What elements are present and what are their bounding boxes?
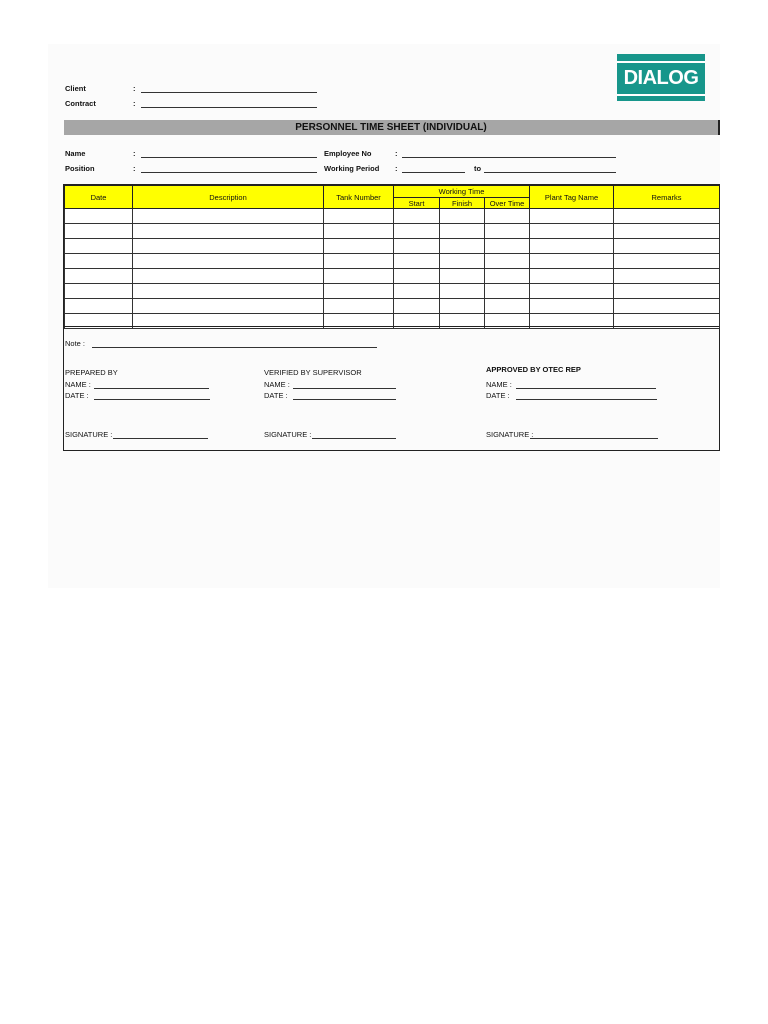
prepared-signature-field[interactable] — [113, 438, 208, 439]
cell-plant-tag-name[interactable] — [530, 224, 614, 239]
cell-tank-number[interactable] — [324, 284, 394, 299]
cell-start[interactable] — [394, 239, 440, 254]
cell-over-time[interactable] — [485, 299, 530, 314]
position-field[interactable] — [141, 172, 317, 173]
approved-name-label: NAME : — [486, 380, 512, 389]
cell-over-time[interactable] — [485, 209, 530, 224]
working-period-from-field[interactable] — [402, 172, 465, 173]
prepared-date-label: DATE : — [65, 391, 89, 400]
prepared-name-label: NAME : — [65, 380, 91, 389]
dialog-logo — [617, 54, 705, 101]
cell-date[interactable] — [65, 254, 133, 269]
header-over-time: Over Time — [485, 198, 530, 209]
approved-name-field[interactable] — [516, 388, 656, 389]
approved-signature-label: SIGNATURE : — [486, 430, 534, 439]
working-period-to-field[interactable] — [484, 172, 616, 173]
cell-tank-number[interactable] — [324, 239, 394, 254]
table-row — [65, 299, 720, 314]
approved-signature-field[interactable] — [530, 438, 658, 439]
header-date: Date — [65, 186, 133, 209]
cell-start[interactable] — [394, 284, 440, 299]
header-description: Description — [133, 186, 324, 209]
cell-remarks[interactable] — [614, 224, 720, 239]
verified-name-field[interactable] — [293, 388, 396, 389]
cell-finish[interactable] — [440, 299, 485, 314]
cell-plant-tag-name[interactable] — [530, 269, 614, 284]
page-title: PERSONNEL TIME SHEET (INDIVIDUAL) — [64, 120, 720, 135]
cell-description[interactable] — [133, 209, 324, 224]
cell-finish[interactable] — [440, 269, 485, 284]
timesheet-table — [64, 185, 720, 329]
cell-date[interactable] — [65, 299, 133, 314]
verified-date-label: DATE : — [264, 391, 288, 400]
table-row — [65, 239, 720, 254]
note-label: Note : — [65, 339, 86, 348]
cell-plant-tag-name[interactable] — [530, 239, 614, 254]
cell-plant-tag-name[interactable] — [530, 284, 614, 299]
cell-over-time[interactable] — [485, 269, 530, 284]
header-start: Start — [394, 198, 440, 209]
cell-start[interactable] — [394, 224, 440, 239]
table-row — [65, 284, 720, 299]
cell-tank-number[interactable] — [324, 254, 394, 269]
position-label: Position — [65, 164, 95, 173]
cell-description[interactable] — [133, 239, 324, 254]
cell-description[interactable] — [133, 269, 324, 284]
position-colon: : — [133, 164, 136, 173]
cell-date[interactable] — [65, 269, 133, 284]
approved-date-field[interactable] — [516, 399, 657, 400]
cell-finish[interactable] — [440, 209, 485, 224]
cell-tank-number[interactable] — [324, 269, 394, 284]
verified-date-field[interactable] — [293, 399, 396, 400]
cell-plant-tag-name[interactable] — [530, 299, 614, 314]
header-tank-number: Tank Number — [324, 186, 394, 209]
cell-plant-tag-name[interactable] — [530, 254, 614, 269]
cell-tank-number[interactable] — [324, 299, 394, 314]
cell-finish[interactable] — [440, 224, 485, 239]
contract-field[interactable] — [141, 107, 317, 108]
header-working-time: Working Time — [394, 186, 530, 198]
table-row — [65, 209, 720, 224]
header-finish: Finish — [440, 198, 485, 209]
cell-remarks[interactable] — [614, 269, 720, 284]
cell-date[interactable] — [65, 239, 133, 254]
contract-label: Contract — [65, 99, 96, 108]
cell-remarks[interactable] — [614, 209, 720, 224]
cell-remarks[interactable] — [614, 284, 720, 299]
dialog-logo-text: DIALOG — [617, 61, 705, 96]
cell-finish[interactable] — [440, 254, 485, 269]
table-row — [65, 269, 720, 284]
name-field[interactable] — [141, 157, 317, 158]
cell-description[interactable] — [133, 299, 324, 314]
employee-no-colon: : — [395, 149, 398, 158]
cell-finish[interactable] — [440, 284, 485, 299]
working-period-label: Working Period — [324, 164, 380, 173]
prepared-name-field[interactable] — [94, 388, 209, 389]
verified-name-label: NAME : — [264, 380, 290, 389]
name-label: Name — [65, 149, 86, 158]
prepared-by-label: PREPARED BY — [65, 368, 118, 377]
cell-date[interactable] — [65, 284, 133, 299]
cell-start[interactable] — [394, 269, 440, 284]
cell-plant-tag-name[interactable] — [530, 209, 614, 224]
to-label: to — [474, 164, 482, 173]
verified-signature-label: SIGNATURE : — [264, 430, 312, 439]
header-plant-tag-name: Plant Tag Name — [530, 186, 614, 209]
working-period-colon: : — [395, 164, 398, 173]
client-field[interactable] — [141, 92, 317, 93]
cell-finish[interactable] — [440, 239, 485, 254]
cell-remarks[interactable] — [614, 299, 720, 314]
approved-by-label: APPROVED BY OTEC REP — [486, 365, 581, 374]
employee-no-field[interactable] — [402, 157, 616, 158]
cell-description[interactable] — [133, 284, 324, 299]
cell-over-time[interactable] — [485, 224, 530, 239]
cell-start[interactable] — [394, 254, 440, 269]
table-row — [65, 224, 720, 239]
cell-description[interactable] — [133, 254, 324, 269]
cell-remarks[interactable] — [614, 254, 720, 269]
cell-date[interactable] — [65, 209, 133, 224]
client-label: Client — [65, 84, 86, 93]
cell-over-time[interactable] — [485, 284, 530, 299]
header-remarks: Remarks — [614, 186, 720, 209]
cell-remarks[interactable] — [614, 239, 720, 254]
cell-over-time[interactable] — [485, 239, 530, 254]
cell-over-time[interactable] — [485, 254, 530, 269]
contract-colon: : — [133, 99, 136, 108]
approved-date-label: DATE : — [486, 391, 510, 400]
timesheet-box — [63, 184, 720, 451]
cell-tank-number[interactable] — [324, 209, 394, 224]
cell-start[interactable] — [394, 209, 440, 224]
client-colon: : — [133, 84, 136, 93]
table-row — [65, 254, 720, 269]
cell-description[interactable] — [133, 224, 324, 239]
verified-signature-field[interactable] — [312, 438, 396, 439]
cell-tank-number[interactable] — [324, 224, 394, 239]
name-colon: : — [133, 149, 136, 158]
employee-no-label: Employee No — [324, 149, 372, 158]
cell-start[interactable] — [394, 299, 440, 314]
cell-date[interactable] — [65, 224, 133, 239]
prepared-date-field[interactable] — [94, 399, 210, 400]
note-field[interactable] — [92, 347, 377, 348]
verified-by-label: VERIFIED BY SUPERVISOR — [264, 368, 362, 377]
section-divider — [64, 326, 719, 327]
prepared-signature-label: SIGNATURE : — [65, 430, 113, 439]
